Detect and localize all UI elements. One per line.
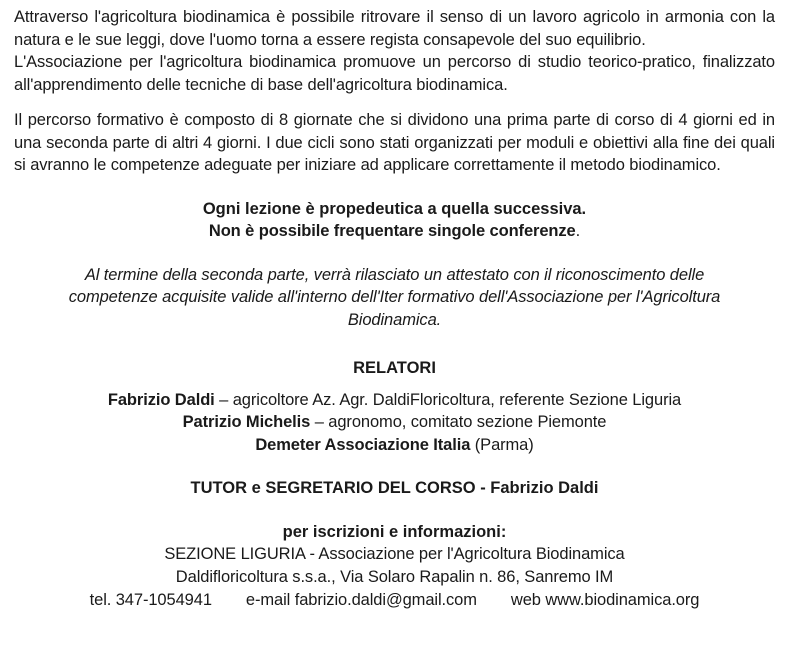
contacts-row — [14, 589, 775, 612]
contacts-section — [14, 521, 775, 613]
notice-line-2-tail: . — [575, 222, 581, 240]
certificate-note: Al termine della seconda parte, verrà rilasciato un attestato con il riconoscimento delle competenze acquisite valide all'interno dell'Iter formativo dell'Associazione per l'Agricoltura Biodinamica. — [68, 265, 721, 329]
speaker-name-2: Patrizio Michelis — [182, 413, 311, 431]
notice-line-2 — [14, 220, 775, 243]
speaker-row-3 — [14, 434, 775, 457]
speakers-heading-spacer — [14, 380, 775, 389]
intro-paragraph-2: L'Associazione per l'agricoltura biodinamica promuove un percorso di studio teorico-pratico, finalizzato all'apprendimento delle tecniche di base dell'agricoltura biodinamica. — [14, 53, 775, 94]
tutor-top-spacer — [14, 456, 775, 477]
intro-paragraph-3: Il percorso formativo è composto di 8 giornate che si dividono una prima parte di corso di 4 giorni ed in una seconda parte di altri 4 giorni. I due cicli sono stati organizzati per moduli e obiettivi alla fine dei quali si avranno le competenze adeguate per iniziare ad applicare correttamente il metodo biodinamico. — [14, 111, 775, 174]
intro-section — [14, 6, 775, 96]
speaker-role-1: – agricoltore Az. Agr. DaldiFloricoltura, referente Sezione Liguria — [214, 390, 682, 409]
notice-line-1: Ogni lezione è propedeutica a quella successiva. — [202, 199, 587, 218]
speaker-row-1 — [14, 389, 775, 412]
contacts-heading: per iscrizioni e informazioni: — [282, 522, 507, 541]
speaker-name-1: Fabrizio Daldi — [107, 390, 215, 409]
notice-block — [14, 198, 775, 243]
contacts-website: web www.biodinamica.org — [510, 591, 700, 609]
contacts-phone: tel. 347-1054941 — [89, 591, 212, 609]
contacts-email: e-mail fabrizio.daldi@gmail.com — [245, 591, 477, 609]
speaker-name-3: Demeter Associazione Italia — [255, 435, 471, 454]
speakers-heading: RELATORI — [353, 359, 436, 377]
contacts-address: Daldifloricoltura s.s.a., Via Solaro Rapalin n. 86, Sanremo IM — [175, 568, 614, 586]
certificate-top-spacer — [14, 243, 775, 264]
speakers-top-spacer — [14, 331, 775, 357]
contacts-top-spacer — [14, 500, 775, 521]
tutor-line: TUTOR e SEGRETARIO DEL CORSO - Fabrizio Daldi — [190, 479, 599, 497]
intro-paragraph-1: Attraverso l'agricoltura biodinamica è possibile ritrovare il senso di un lavoro agricolo in armonia con la natura e le sue leggi, dove l'uomo torna a essere regista consapevole del suo equilibrio. — [14, 8, 775, 49]
notice-line-2-bold: Non è possibile frequentare singole conferenze — [208, 222, 576, 240]
paragraph-spacer — [14, 96, 775, 109]
speaker-role-3: (Parma) — [470, 435, 534, 454]
speaker-role-2: – agronomo, comitato sezione Piemonte — [310, 413, 607, 431]
speakers-section — [14, 357, 775, 456]
contacts-organization: SEZIONE LIGURIA - Associazione per l'Agricoltura Biodinamica — [164, 545, 625, 563]
speaker-row-2 — [14, 411, 775, 434]
notice-top-spacer — [14, 177, 775, 198]
